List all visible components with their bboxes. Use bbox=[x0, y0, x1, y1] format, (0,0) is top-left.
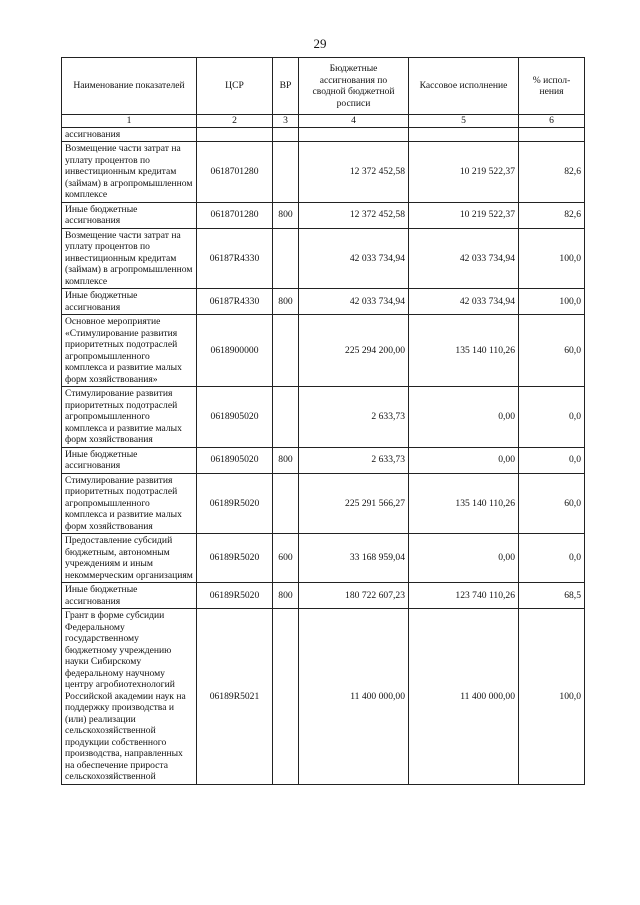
cell-budget: 33 168 959,04 bbox=[299, 534, 409, 583]
cell-cash: 0,00 bbox=[409, 387, 519, 448]
column-number: 1 bbox=[62, 115, 197, 128]
cell-csr: 0618905020 bbox=[197, 387, 273, 448]
cell-vr: 600 bbox=[273, 534, 299, 583]
header-name: Наименование показателей bbox=[62, 58, 197, 115]
table-row bbox=[62, 387, 585, 448]
table-row bbox=[62, 127, 585, 142]
cell-vr: 800 bbox=[273, 289, 299, 315]
table-row bbox=[62, 473, 585, 534]
cell-budget bbox=[299, 127, 409, 142]
cell-csr bbox=[197, 127, 273, 142]
cell-csr: 0618900000 bbox=[197, 315, 273, 387]
cell-pct bbox=[519, 127, 585, 142]
cell-name: Грант в форме субсидии Федеральному государственному бюджетному учреждению науки Сибирскому федеральному научному центру агробиотехнологий Российской академии наук на поддержку производства и (или) реализации сельскохозяйственной продукции собственного производства, направленных на обеспечение прироста сельскохозяйственной bbox=[62, 609, 197, 785]
cell-csr: 06189R5020 bbox=[197, 534, 273, 583]
cell-name: Иные бюджетные ассигнования bbox=[62, 583, 197, 609]
header-csr: ЦСР bbox=[197, 58, 273, 115]
cell-pct: 60,0 bbox=[519, 315, 585, 387]
cell-pct: 0,0 bbox=[519, 534, 585, 583]
cell-name: ассигнования bbox=[62, 127, 197, 142]
cell-vr bbox=[273, 228, 299, 289]
cell-cash: 0,00 bbox=[409, 447, 519, 473]
cell-budget: 12 372 452,58 bbox=[299, 142, 409, 203]
cell-cash: 42 033 734,94 bbox=[409, 228, 519, 289]
cell-budget: 11 400 000,00 bbox=[299, 609, 409, 785]
header-vr: ВР bbox=[273, 58, 299, 115]
cell-name: Стимулирование развития приоритетных подотраслей агропромышленного комплекса и развитие малых форм хозяйствования bbox=[62, 387, 197, 448]
cell-pct: 60,0 bbox=[519, 473, 585, 534]
cell-vr: 800 bbox=[273, 202, 299, 228]
cell-pct: 0,0 bbox=[519, 387, 585, 448]
cell-vr bbox=[273, 142, 299, 203]
column-number: 5 bbox=[409, 115, 519, 128]
cell-cash: 0,00 bbox=[409, 534, 519, 583]
cell-vr: 800 bbox=[273, 583, 299, 609]
cell-budget: 42 033 734,94 bbox=[299, 289, 409, 315]
header-pct: % испол-нения bbox=[519, 58, 585, 115]
cell-cash bbox=[409, 127, 519, 142]
cell-csr: 06189R5021 bbox=[197, 609, 273, 785]
cell-name: Возмещение части затрат на уплату процентов по инвестиционным кредитам (займам) в агропромышленном комплексе bbox=[62, 142, 197, 203]
cell-pct: 82,6 bbox=[519, 202, 585, 228]
cell-budget: 225 291 566,27 bbox=[299, 473, 409, 534]
cell-budget: 2 633,73 bbox=[299, 387, 409, 448]
page-number: 29 bbox=[313, 36, 327, 51]
column-number: 4 bbox=[299, 115, 409, 128]
cell-budget: 225 294 200,00 bbox=[299, 315, 409, 387]
budget-execution-table bbox=[61, 57, 585, 785]
cell-csr: 0618905020 bbox=[197, 447, 273, 473]
cell-vr bbox=[273, 609, 299, 785]
cell-budget: 180 722 607,23 bbox=[299, 583, 409, 609]
header-row bbox=[62, 58, 585, 115]
cell-cash: 135 140 110,26 bbox=[409, 473, 519, 534]
cell-csr: 0618701280 bbox=[197, 202, 273, 228]
cell-pct: 100,0 bbox=[519, 289, 585, 315]
cell-cash: 123 740 110,26 bbox=[409, 583, 519, 609]
table-row bbox=[62, 289, 585, 315]
column-number: 6 bbox=[519, 115, 585, 128]
cell-vr: 800 bbox=[273, 447, 299, 473]
cell-budget: 2 633,73 bbox=[299, 447, 409, 473]
cell-budget: 12 372 452,58 bbox=[299, 202, 409, 228]
cell-vr bbox=[273, 473, 299, 534]
cell-vr bbox=[273, 127, 299, 142]
cell-csr: 0618701280 bbox=[197, 142, 273, 203]
header-cash: Кассовое исполнение bbox=[409, 58, 519, 115]
table-row bbox=[62, 534, 585, 583]
cell-name: Основное мероприятие «Стимулирование развития приоритетных подотраслей агропромышленного комплекса и развитие малых форм хозяйствования» bbox=[62, 315, 197, 387]
cell-cash: 11 400 000,00 bbox=[409, 609, 519, 785]
cell-csr: 06189R5020 bbox=[197, 583, 273, 609]
table-row bbox=[62, 583, 585, 609]
cell-name: Возмещение части затрат на уплату процентов по инвестиционным кредитам (займам) в агропромышленном комплексе bbox=[62, 228, 197, 289]
cell-csr: 06187R4330 bbox=[197, 289, 273, 315]
cell-name: Предоставление субсидий бюджетным, автономным учреждениям и иным некоммерческим организациям bbox=[62, 534, 197, 583]
header-budget: Бюджетные ассигнования по сводной бюджетной росписи bbox=[299, 58, 409, 115]
cell-cash: 10 219 522,37 bbox=[409, 202, 519, 228]
cell-pct: 100,0 bbox=[519, 609, 585, 785]
cell-cash: 42 033 734,94 bbox=[409, 289, 519, 315]
cell-cash: 10 219 522,37 bbox=[409, 142, 519, 203]
cell-vr bbox=[273, 315, 299, 387]
cell-name: Иные бюджетные ассигнования bbox=[62, 202, 197, 228]
table-row bbox=[62, 315, 585, 387]
cell-vr bbox=[273, 387, 299, 448]
cell-name: Стимулирование развития приоритетных подотраслей агропромышленного комплекса и развитие малых форм хозяйствования bbox=[62, 473, 197, 534]
cell-csr: 06187R4330 bbox=[197, 228, 273, 289]
table-row bbox=[62, 228, 585, 289]
cell-pct: 68,5 bbox=[519, 583, 585, 609]
cell-name: Иные бюджетные ассигнования bbox=[62, 447, 197, 473]
cell-csr: 06189R5020 bbox=[197, 473, 273, 534]
table-row bbox=[62, 202, 585, 228]
cell-name: Иные бюджетные ассигнования bbox=[62, 289, 197, 315]
table-row bbox=[62, 142, 585, 203]
cell-pct: 100,0 bbox=[519, 228, 585, 289]
table-row bbox=[62, 447, 585, 473]
column-number: 2 bbox=[197, 115, 273, 128]
table-row bbox=[62, 609, 585, 785]
cell-pct: 82,6 bbox=[519, 142, 585, 203]
column-number: 3 bbox=[273, 115, 299, 128]
cell-budget: 42 033 734,94 bbox=[299, 228, 409, 289]
cell-cash: 135 140 110,26 bbox=[409, 315, 519, 387]
column-number-row bbox=[62, 115, 585, 128]
cell-pct: 0,0 bbox=[519, 447, 585, 473]
